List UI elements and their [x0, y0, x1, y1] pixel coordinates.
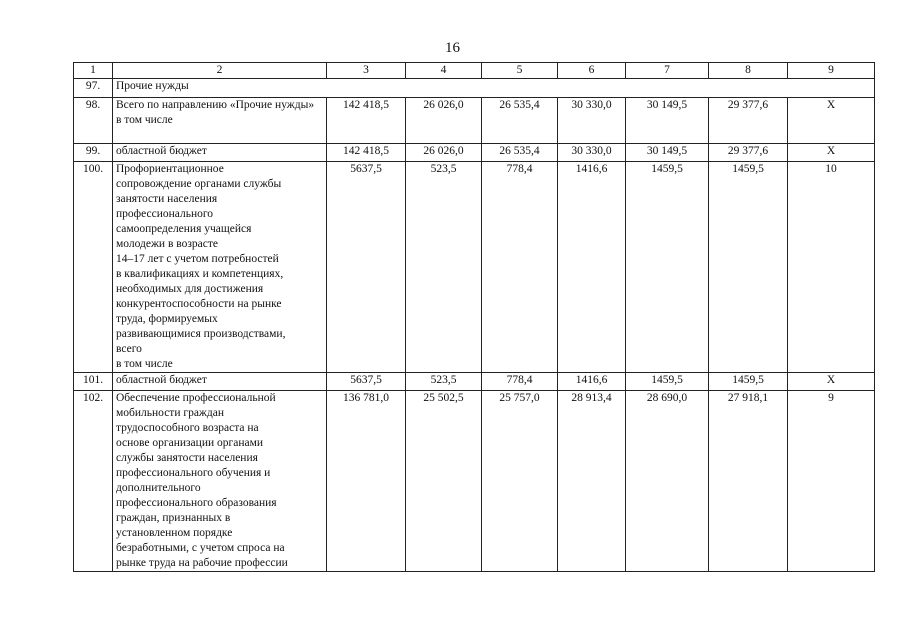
value-col-5: 26 535,4 [482, 144, 558, 162]
column-number-4: 4 [406, 63, 482, 79]
value-col-6: 1416,6 [558, 162, 626, 373]
table-row [74, 144, 875, 162]
column-number-5: 5 [482, 63, 558, 79]
value-col-8: 27 918,1 [709, 391, 788, 572]
budget-table [73, 62, 875, 572]
value-col-5: 778,4 [482, 162, 558, 373]
value-col-9: Х [788, 144, 875, 162]
table-row [74, 162, 875, 373]
value-col-9: Х [788, 98, 875, 144]
value-col-8: 1459,5 [709, 162, 788, 373]
column-number-1: 1 [74, 63, 113, 79]
row-name: областной бюджет [113, 373, 327, 391]
value-col-5: 25 757,0 [482, 391, 558, 572]
value-col-3: 142 418,5 [327, 144, 406, 162]
column-number-3: 3 [327, 63, 406, 79]
row-number: 101. [74, 373, 113, 391]
column-number-row [74, 63, 875, 79]
value-col-6: 1416,6 [558, 373, 626, 391]
column-number-6: 6 [558, 63, 626, 79]
value-col-4: 26 026,0 [406, 144, 482, 162]
value-col-9: 9 [788, 391, 875, 572]
value-col-3: 5637,5 [327, 162, 406, 373]
row-name: Обеспечение профессиональной мобильности граждан трудоспособного возраста на основе организации органами службы занятости населения профессионального обучения и дополнительного профессионального образования граждан, признанных в установленном порядке безработными, с учетом спроса на рынке труда на рабочие профессии [113, 391, 327, 572]
value-col-5: 778,4 [482, 373, 558, 391]
table-row [74, 373, 875, 391]
value-col-4: 523,5 [406, 162, 482, 373]
column-number-8: 8 [709, 63, 788, 79]
row-number: 100. [74, 162, 113, 373]
value-col-9: 10 [788, 162, 875, 373]
value-col-6: 30 330,0 [558, 98, 626, 144]
row-name: областной бюджет [113, 144, 327, 162]
value-col-4: 26 026,0 [406, 98, 482, 144]
value-col-7: 28 690,0 [626, 391, 709, 572]
value-col-3: 136 781,0 [327, 391, 406, 572]
value-col-4: 25 502,5 [406, 391, 482, 572]
column-number-7: 7 [626, 63, 709, 79]
value-col-5: 26 535,4 [482, 98, 558, 144]
value-col-4: 523,5 [406, 373, 482, 391]
table-row [74, 391, 875, 572]
page-number: 16 [445, 40, 460, 56]
value-col-7: 1459,5 [626, 373, 709, 391]
column-number-2: 2 [113, 63, 327, 79]
column-number-9: 9 [788, 63, 875, 79]
row-number: 102. [74, 391, 113, 572]
value-col-8: 29 377,6 [709, 98, 788, 144]
value-col-9: Х [788, 373, 875, 391]
value-col-3: 5637,5 [327, 373, 406, 391]
row-number: 97. [74, 79, 113, 98]
row-name: Профориентационное сопровождение органами службы занятости населения профессионального самоопределения учащейся молодежи в возрасте 14–17 лет с учетом потребностей в квалификациях и компетенциях, необходимых для достижения конкурентоспособности на рынке труда, формируемых развивающимися производствами, всего в том числе [113, 162, 327, 373]
value-col-8: 1459,5 [709, 373, 788, 391]
section-row [74, 79, 875, 98]
value-col-7: 30 149,5 [626, 98, 709, 144]
value-col-8: 29 377,6 [709, 144, 788, 162]
value-col-7: 1459,5 [626, 162, 709, 373]
value-col-7: 30 149,5 [626, 144, 709, 162]
row-name: Всего по направлению «Прочие нужды» в том числе [113, 98, 327, 144]
value-col-3: 142 418,5 [327, 98, 406, 144]
section-title: Прочие нужды [113, 79, 875, 98]
row-number: 98. [74, 98, 113, 144]
row-number: 99. [74, 144, 113, 162]
value-col-6: 28 913,4 [558, 391, 626, 572]
value-col-6: 30 330,0 [558, 144, 626, 162]
table-row [74, 98, 875, 144]
